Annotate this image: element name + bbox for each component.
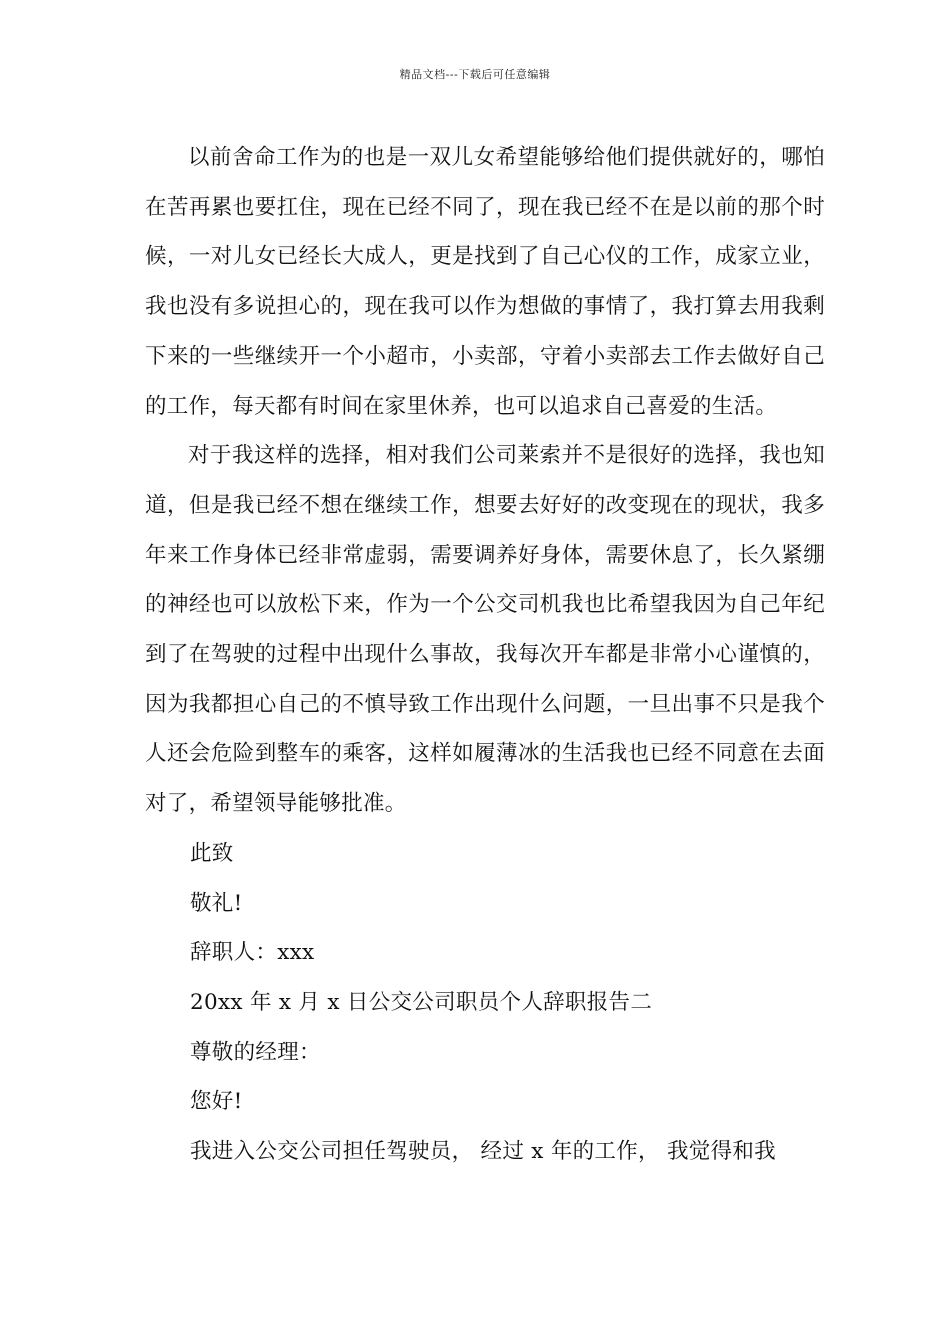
page-header: 精品文档---下载后可任意编辑 xyxy=(399,68,551,81)
paragraph-1: 以前舍命工作为的也是一双儿女希望能够给他们提供就好的，哪怕在苦再累也要扛住，现在已经不同了，现在我已经不在是以前的那个时候，一对儿女已经长大成人，更是找到了自己心仪的工作，成家立业，我也没有多说担心的，现在我可以作为想做的事情了，我打算去用我剩下来的一些继续开一个小超市，小卖部，守着小卖部去工作去做好自己的工作，每天都有时间在家里休养，也可以追求自己喜爱的生活。 xyxy=(145,145,825,419)
greeting-recipient: 尊敬的经理： xyxy=(190,1039,321,1065)
document-body xyxy=(145,133,825,1177)
paragraph-3-start: 我进入公交公司担任驾驶员， 经过 x 年的工作， 我觉得和我 xyxy=(190,1139,776,1165)
salute-line: 敬礼! xyxy=(190,890,243,916)
greeting-line: 您好! xyxy=(190,1089,243,1115)
signature-line: 辞职人：xxx xyxy=(190,940,315,966)
date-title-line: 20xx 年 x 月 x 日公交公司职员个人辞职报告二 xyxy=(190,989,653,1015)
paragraph-2: 对于我这样的选择，相对我们公司莱索并不是很好的选择，我也知道，但是我已经不想在继续工作，想要去好好的改变现在的现状，我多年来工作身体已经非常虚弱，需要调养好身体，需要休息了，长久紧绷的神经也可以放松下来，作为一个公交司机我也比希望我因为自己年纪到了在驾驶的过程中出现什么事故，我每次开车都是非常小心谨慎的，因为我都担心自己的不慎导致工作出现什么问题，一旦出事不只是我个人还会危险到整车的乘客，这样如履薄冰的生活我也已经不同意在去面对了，希望领导能够批准。 xyxy=(145,443,825,817)
closing-line: 此致 xyxy=(190,840,234,866)
